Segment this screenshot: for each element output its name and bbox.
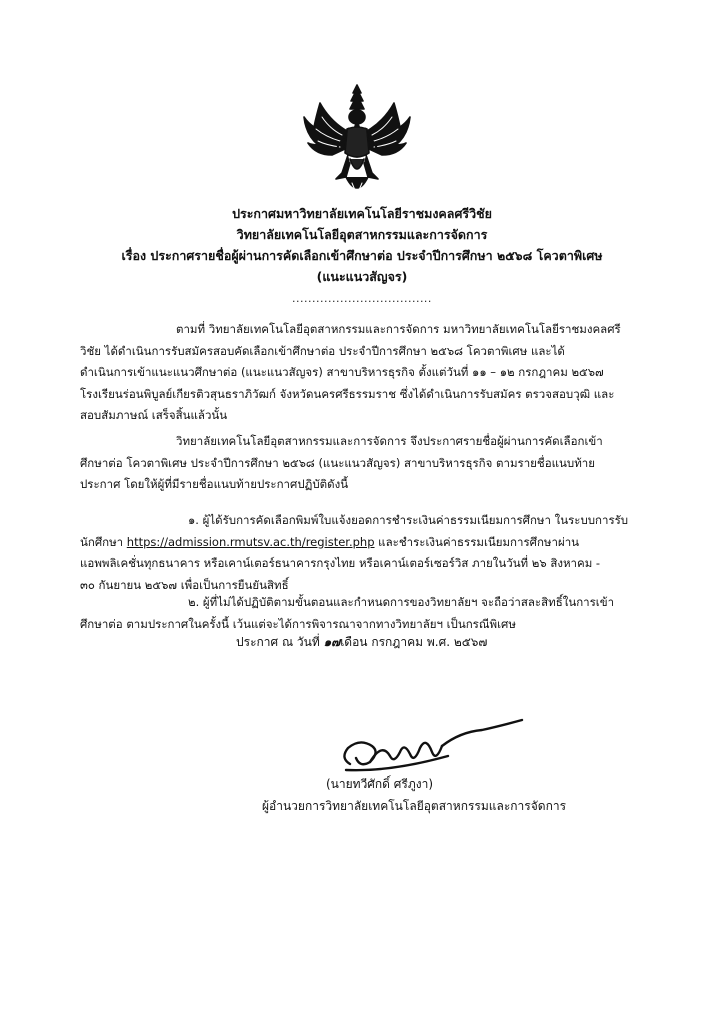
announcement-header [60,203,664,287]
college-title: วิทยาลัยเทคโนโลยีอุตสาหกรรมและการจัดการ [236,227,488,242]
signer-title: ผู้อำนวยการวิทยาลัยเทคโนโลยีอุตสาหกรรมและการจัดการ [262,799,567,813]
signer-name: (นายทวีศักดิ์ ศรีภูงา) [326,777,434,791]
item-text: และชำระเงินค่าธรรมเนียมการศึกษาผ่าน [374,534,580,549]
paragraph-line: ประกาศ โดยให้ผู้ที่มีรายชื่อแนบท้ายประกาศปฏิบัติดังนี้ [80,477,349,491]
item-line: ศึกษาต่อ ตามประกาศในครั้งนี้ เว้นแต่จะได้การพิจารณาจากทางวิทยาลัยฯ เป็นกรณีพิเศษ [80,616,516,631]
garuda-emblem-icon [302,83,412,201]
item-text: นักศึกษา [80,534,127,549]
paragraph-line: ศึกษาต่อ โควตาพิเศษ ประจำปีการศึกษา ๒๕๖๘ (แนะแนวสัญจร) สาขาบริหารธุรกิจ ตามรายชื่อแนบท้าย [80,455,595,470]
instruction-item-2 [80,592,646,635]
paragraph-announcement [80,431,646,496]
date-prefix: ประกาศ ณ วันที่ [236,635,324,649]
paragraph-line: ดำเนินการเข้าแนะแนวศึกษาต่อ (แนะแนวสัญจร) สาขาบริหารธุรกิจ ตั้งแต่วันที่ ๑๑ – ๑๒ กรกฎาคม ๒๕๖๗ [80,365,604,379]
registration-link[interactable]: https://admission.rmutsv.ac.th/register.php [126,534,375,549]
announcement-date [236,633,487,652]
header-divider: ................................... [292,292,432,305]
paragraph-line: วิทยาลัยเทคโนโลยีอุตสาหกรรมและการจัดการ จึงประกาศรายชื่อผู้ผ่านการคัดเลือกเข้า [176,434,603,448]
paragraph-line: วิชัย ได้ดำเนินการรับสมัครสอบคัดเลือกเข้าศึกษาต่อ ประจำปีการศึกษา ๒๕๖๘ โควตาพิเศษ และได้ [80,343,565,358]
item-line: ๒. ผู้ที่ไม่ได้ปฏิบัติตามขั้นตอนและกำหนดการของวิทยาลัยฯ จะถือว่าสละสิทธิ์ในการเข้า [188,595,615,609]
paragraph-line: ตามที่ วิทยาลัยเทคโนโลยีอุตสาหกรรมและการจัดการ มหาวิทยาลัยเทคโนโลยีราชมงคลศรี [176,322,621,336]
date-day: ๑๗ [323,635,341,649]
paragraph-background [80,319,646,427]
item-line [80,532,646,554]
institution-title: ประกาศมหาวิทยาลัยเทคโนโลยีราชมงคลศรีวิชัย [232,206,492,221]
subject-subtitle: (แนะแนวสัญจร) [316,269,408,284]
item-line: ๓๐ กันยายน ๒๕๖๗ เพื่อเป็นการยืนยันสิทธิ์ [80,577,289,592]
date-suffix: เดือน กรกฎาคม พ.ศ. ๒๕๖๗ [340,635,488,649]
instruction-item-1 [80,510,646,596]
item-line: ๑. ผู้ได้รับการคัดเลือกพิมพ์ใบแจ้งยอดการชำระเงินค่าธรรมเนียมการศึกษา ในระบบการรับ [188,513,629,527]
paragraph-line: สอบสัมภาษณ์ เสร็จสิ้นแล้วนั้น [80,408,228,422]
subject-line: เรื่อง ประกาศรายชื่อผู้ผ่านการคัดเลือกเข้าศึกษาต่อ ประจำปีการศึกษา ๒๕๖๘ โควตาพิเศษ [121,248,603,263]
item-line: แอพพลิเคชั่นทุกธนาคาร หรือเคาน์เตอร์ธนาคารกรุงไทย หรือเคาน์เตอร์เซอร์วิส ภายในวันที่ ๒๖ สิงหาคม - [80,556,601,570]
paragraph-line: โรงเรียนร่อนพิบูลย์เกียรติวสุนธราภิวัฒก์ จังหวัดนครศรีธรรมราช ซึ่งได้ดำเนินการรับสมัคร ตรวจสอบวุฒิ และ [80,386,615,401]
